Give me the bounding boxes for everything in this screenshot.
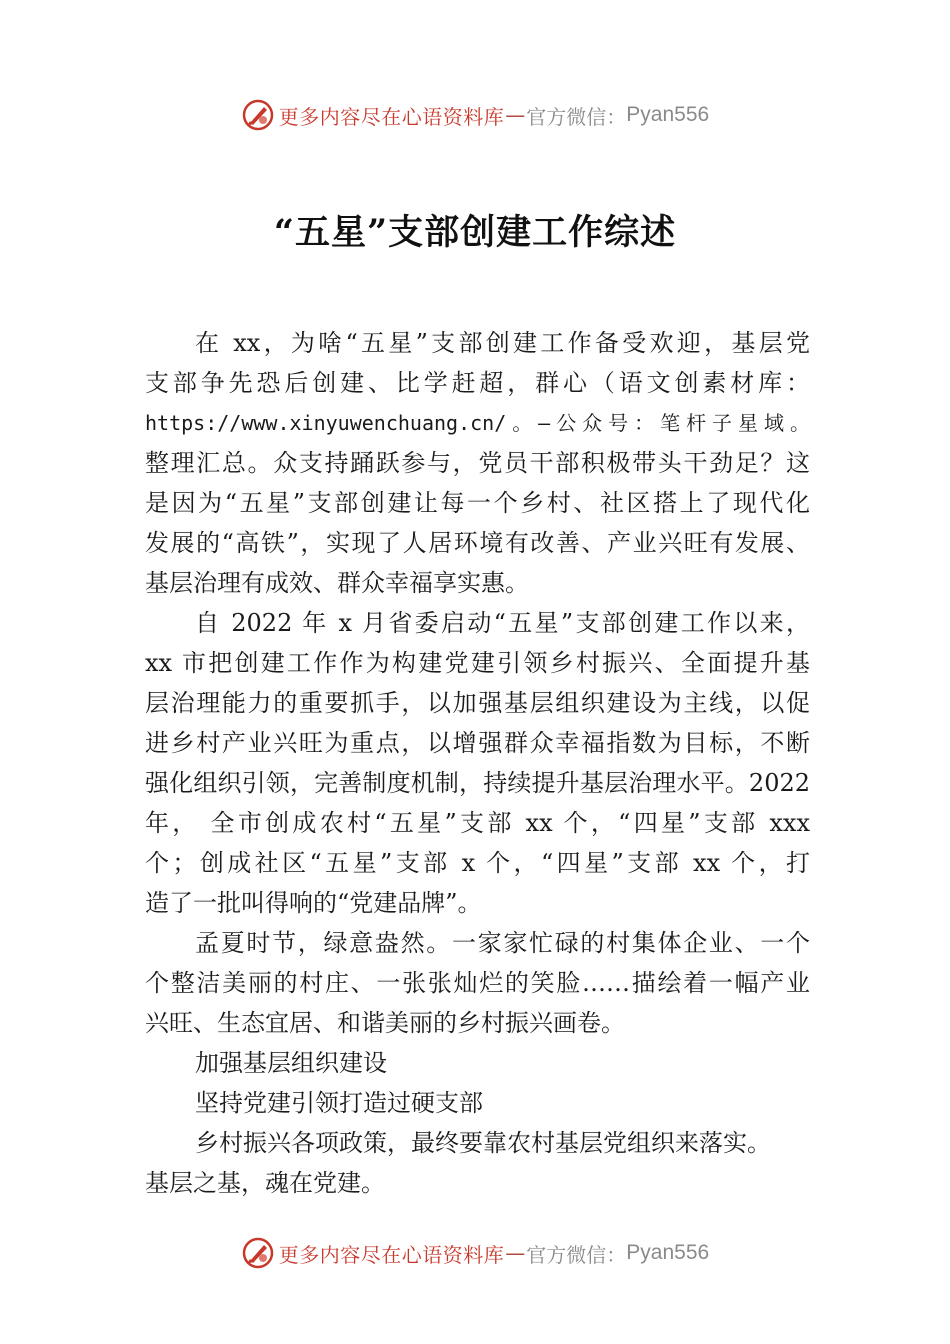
section-heading: 加强基层组织建设 <box>195 1049 387 1077</box>
text-line: 孟夏时节，绿意盎然。一家家忙碌的村集体企业、一个 <box>195 929 810 957</box>
text-line: 整理汇总。众支持踊跃参与，党员干部积极带头干劲足？这 <box>145 449 810 477</box>
text-line: 发展的“高铁”，实现了人居环境有改善、产业兴旺有发展、 <box>145 529 810 557</box>
text-line: 个整洁美丽的村庄、一张张灿烂的笑脸……描绘着一幅产业 <box>145 969 810 997</box>
text-line-url: https://www.xinyuwenchuang.cn/。—公众号：笔杆子星域。 <box>145 411 810 435</box>
text-line: 层治理能力的重要抓手，以加强基层组织建设为主线，以促 <box>145 689 810 717</box>
banner-wechat-id: Pyan556 <box>626 103 710 126</box>
text-line: 年， 全市创成农村“五星”支部 xx 个，“四星”支部 xxx <box>145 809 810 837</box>
quill-pen-seal-icon <box>241 98 275 132</box>
paragraph-overview <box>145 603 810 923</box>
quill-pen-seal-icon <box>241 1236 275 1270</box>
text-line: xx 市把创建工作作为构建党建引领乡村振兴、全面提升基 <box>145 649 810 677</box>
banner-wechat-id: Pyan556 <box>626 1241 710 1264</box>
text-line: 强化组织引领，完善制度机制，持续提升基层治理水平。2022 <box>145 769 810 797</box>
document-title: “五星”支部创建工作综述 <box>273 212 677 253</box>
paragraph-intro <box>145 323 810 603</box>
text-line: 造了一批叫得响的“党建品牌”。 <box>145 889 482 917</box>
text-line: 基层治理有成效、群众幸福享实惠。 <box>145 569 529 597</box>
banner-wechat-label: 官方微信： <box>526 104 627 129</box>
text-line: 个；创成社区“五星”支部 x 个，“四星”支部 xx 个，打 <box>145 849 810 877</box>
subsection-heading: 坚持党建引领打造过硬支部 <box>195 1089 483 1117</box>
text-line: 进乡村产业兴旺为重点，以增强群众幸福指数为目标，不断 <box>145 729 810 757</box>
text-line: 支部争先恐后创建、比学赶超，群心（语文创素材库： <box>145 369 810 397</box>
text-line: 是因为“五星”支部创建让每一个乡村、社区搭上了现代化 <box>145 489 810 517</box>
footer-banner <box>0 1233 950 1273</box>
banner-dash: — <box>505 103 526 127</box>
banner-promo-text: 更多内容尽在心语资料库 <box>278 1242 505 1267</box>
text-line: 基层之基，魂在党建。 <box>145 1169 385 1197</box>
text-line: 自 2022 年 x 月省委启动“五星”支部创建工作以来， <box>195 609 810 637</box>
text-line: 乡村振兴各项政策，最终要靠农村基层党组织来落实。 <box>195 1129 771 1157</box>
document-body <box>145 323 810 1203</box>
paragraph-policy <box>145 1123 810 1203</box>
text-line: 兴旺、生态宜居、和谐美丽的乡村振兴画卷。 <box>145 1009 625 1037</box>
banner-promo-text: 更多内容尽在心语资料库 <box>278 104 505 129</box>
banner-dash: — <box>505 1241 526 1265</box>
banner-wechat-label: 官方微信： <box>526 1242 627 1267</box>
text-line: 在 xx，为啥“五星”支部创建工作备受欢迎，基层党 <box>195 329 810 357</box>
paragraph-scenery <box>145 923 810 1043</box>
header-banner <box>0 95 950 135</box>
